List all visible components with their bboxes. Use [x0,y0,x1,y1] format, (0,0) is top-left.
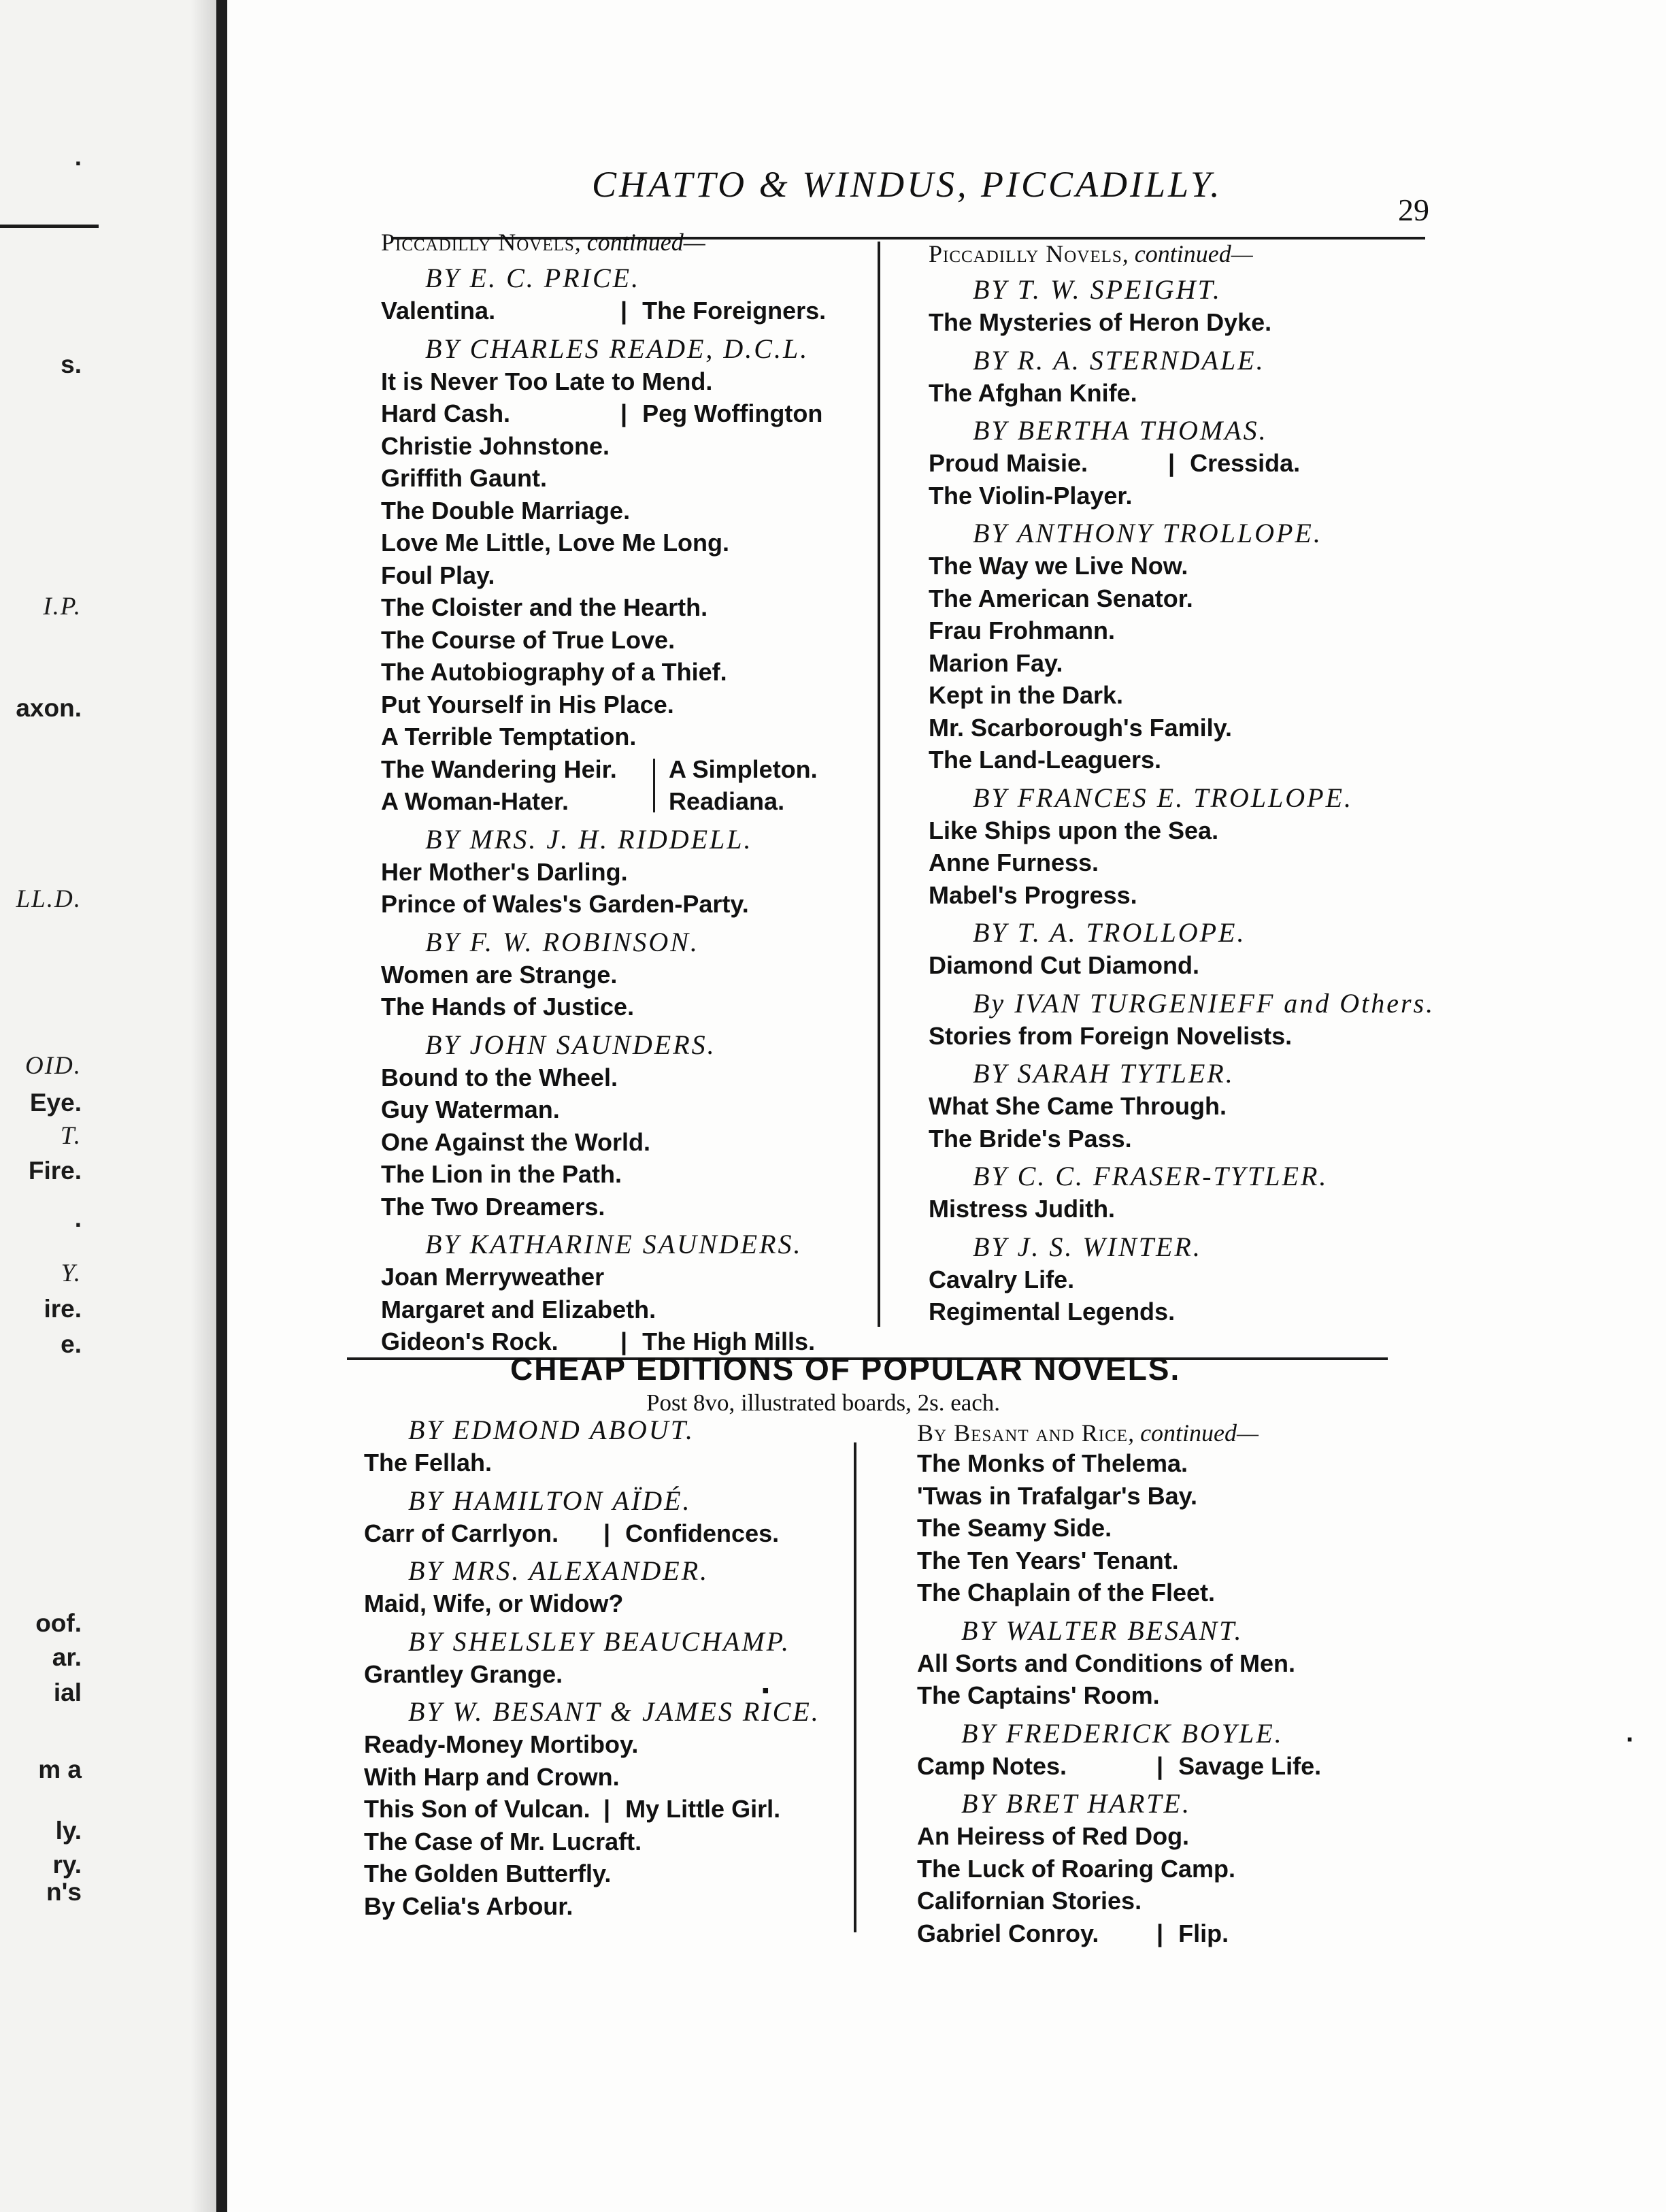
continued-label: , continued— [1128,1419,1259,1447]
book-title: Californian Stories. [917,1887,1142,1915]
facing-page-fragment: T. [60,1122,82,1150]
book-title: Regimental Legends. [929,1298,1176,1325]
cheap-editions-heading: CHEAP EDITIONS OF POPULAR NOVELS. [510,1351,1181,1387]
title-separator: | [603,1519,611,1547]
facing-page-fragment: OID. [24,1052,82,1080]
facing-page-fragment: LL.D. [16,885,82,913]
page-number: 29 [1398,193,1429,227]
book-title: Anne Furness. [929,848,1099,876]
book-title: Diamond Cut Diamond. [929,951,1199,979]
book-title: The Double Marriage. [381,496,631,525]
book-title: The American Senator. [929,584,1193,612]
author-heading: BY W. BESANT & JAMES RICE. [408,1696,820,1727]
book-title: The Cloister and the Hearth. [381,593,708,621]
book-title: Women are Strange. [381,960,618,989]
author-group [908,1231,1425,1328]
book-title: The Bride's Pass. [929,1124,1132,1153]
title-separator: | [620,1327,628,1355]
book-title: Carr of Carrlyon. [364,1519,559,1547]
book-title: The Golden Butterfly. [364,1860,612,1887]
book-title: The Monks of Thelema. [917,1449,1188,1477]
book-title: Cressida. [1190,449,1301,477]
book-title: Camp Notes. [917,1751,1067,1780]
book-title: Maid, Wife, or Widow? [364,1589,624,1617]
book-title: By Celia's Arbour. [364,1892,573,1920]
author-group [344,1625,861,1691]
piccadilly-novels-right-column [908,240,1435,1328]
book-title: Mr. Scarborough's Family. [929,713,1232,742]
book-spine [216,0,227,2212]
book-title: Gabriel Conroy. [917,1919,1099,1947]
book-title: A Woman-Hater. [381,787,569,815]
book-title: Guy Waterman. [381,1095,560,1123]
book-title: Cavalry Life. [929,1265,1075,1293]
book-title: Proud Maisie. [929,449,1088,477]
author-group [361,1228,871,1358]
facing-page-fragment: ial [53,1679,82,1706]
column-divider-top [878,242,880,1327]
book-title: The Lion in the Path. [381,1160,622,1188]
author-heading: BY CHARLES READE, D.C.L. [425,333,810,364]
title-pair-left [361,753,653,818]
book-title: Griffith Gaunt. [381,464,547,492]
piccadilly-novels-left-column [361,228,871,1358]
title-pair [344,1793,861,1826]
book-title: The Hands of Justice. [381,993,635,1021]
book-title: The Autobiography of a Thief. [381,658,727,686]
book-title: Prince of Wales's Garden-Party. [381,890,749,918]
book-title: The Seamy Side. [917,1514,1112,1542]
author-heading: BY FRANCES E. TROLLOPE. [973,782,1354,813]
series-name: Piccadilly Novels [929,240,1122,267]
facing-page-fragment: I.P. [43,593,82,621]
author-group [908,782,1425,912]
author-heading: BY T. W. SPEIGHT. [973,274,1222,305]
facing-page-fragment: s. [61,350,82,378]
book-title: All Sorts and Conditions of Men. [917,1649,1295,1677]
author-heading: BY SHELSLEY BEAUCHAMP. [408,1625,790,1657]
book-title: The Mysteries of Heron Dyke. [929,308,1272,336]
book-title: This Son of Vulcan. [364,1795,590,1823]
facing-page-fragment: n's [46,1878,82,1906]
book-title: Peg Woffington [642,399,823,427]
title-separator: | [620,399,628,427]
author-heading: BY BERTHA THOMAS. [973,415,1268,446]
book-title: The Foreigners. [642,297,827,325]
facing-page-fragment: . [74,143,82,171]
author-group [361,823,871,921]
author-heading: BY MRS. J. H. RIDDELL. [425,823,753,855]
cheap-editions-subheading: Post 8vo, illustrated boards, 2s. each. [646,1389,1001,1416]
author-heading: BY C. C. FRASER-TYTLER. [973,1161,1329,1191]
book-title: The Luck of Roaring Camp. [917,1854,1236,1883]
facing-page-fragment: m a [38,1755,82,1783]
author-heading: BY BRET HARTE. [961,1788,1191,1819]
title-pair-right [669,753,818,818]
facing-page-fragment: Eye. [29,1089,82,1117]
title-pair [897,1917,1414,1950]
author-group [897,1615,1414,1712]
book-title: An Heiress of Red Dog. [917,1822,1190,1850]
book-title: Readiana. [669,787,785,815]
book-title: The Case of Mr. Lucraft. [364,1827,642,1855]
book-title: The High Mills. [642,1327,816,1355]
facing-page-fragment: ry. [52,1851,82,1879]
title-pair [897,1750,1414,1783]
author-group [908,517,1425,776]
book-title: The Captains' Room. [917,1681,1160,1709]
author-group [344,1555,861,1620]
running-head: CHATTO & WINDUS, PICCADILLY. [592,164,1222,205]
book-title: Kept in the Dark. [929,681,1124,709]
book-title: Valentina. [381,297,496,325]
book-title: The Fellah. [364,1449,493,1476]
cheap-editions-right-column [897,1419,1414,1949]
title-pair [361,397,871,430]
book-title: Foul Play. [381,561,495,589]
book-title: Her Mother's Darling. [381,857,628,886]
continued-heading [897,1419,1414,1447]
facing-page-fragment: Y. [61,1259,82,1287]
author-group [908,274,1425,339]
book-title: Christie Johnstone. [381,431,610,460]
author-heading: BY EDMOND ABOUT. [408,1415,695,1445]
author-heading: BY KATHARINE SAUNDERS. [425,1229,803,1259]
author-heading: BY SARAH TYTLER. [973,1058,1235,1089]
author-heading: BY JOHN SAUNDERS. [425,1029,716,1060]
author-heading: BY FREDERICK BOYLE. [961,1717,1284,1749]
author-group [908,917,1425,982]
facing-page-fragment: e. [61,1330,82,1358]
author-group [908,1160,1425,1225]
book-title: With Harp and Crown. [364,1762,620,1791]
title-separator: | [603,1795,611,1823]
title-pair [344,1517,861,1550]
book-title: The Wandering Heir. [381,755,617,783]
book-title: Mistress Judith. [929,1195,1116,1223]
book-title: Stories from Foreign Novelists. [929,1021,1293,1050]
author-group [908,1057,1425,1155]
book-title: Put Yourself in His Place. [381,690,674,719]
book-title: The Afghan Knife. [929,378,1137,407]
continued-label: , continued— [574,229,705,256]
facing-page-fragment: ly. [55,1817,82,1845]
author-heading: BY ANTHONY TROLLOPE. [973,518,1322,548]
facing-page-fragment: Fire. [28,1157,82,1185]
author-group [361,262,871,327]
book-title: The Violin-Player. [929,481,1133,510]
facing-page-fragment: . [74,1204,82,1232]
book-title: My Little Girl. [625,1795,781,1823]
spine-shadow [190,0,216,2212]
facing-page-fragment: oof. [35,1609,82,1637]
author-heading: BY R. A. STERNDALE. [973,344,1265,376]
series-name: Piccadilly Novels [381,229,575,256]
author-group [361,1029,871,1223]
author-group [361,926,871,1023]
title-pair [361,295,871,327]
book-title: Confidences. [625,1519,780,1547]
author-group [344,1485,861,1550]
book-title: The Way we Live Now. [929,552,1188,580]
author-heading: BY MRS. ALEXANDER. [408,1555,710,1586]
author-group [908,987,1435,1053]
author-group [897,1717,1414,1783]
author-group [897,1447,1414,1609]
author-heading: BY T. A. TROLLOPE. [973,917,1246,948]
book-title: The Chaplain of the Fleet. [917,1579,1216,1606]
author-heading: By IVAN TURGENIEFF and Others. [973,987,1435,1019]
book-title: The Land-Leaguers. [929,746,1162,774]
book-title: Bound to the Wheel. [381,1063,618,1091]
title-separator: | [1168,449,1176,477]
book-title: Marion Fay. [929,648,1063,677]
author-group [897,1787,1414,1949]
cheap-editions-left-column [344,1408,861,1922]
continued-heading [908,240,1425,268]
book-title: The Two Dreamers. [381,1192,605,1221]
book-title: What She Came Through. [929,1092,1227,1120]
author-group [908,414,1425,512]
continued-heading [361,228,871,257]
series-name: By Besant and Rice [917,1419,1129,1447]
ink-mark: ▪ [762,1679,769,1702]
book-title: Mabel's Progress. [929,880,1137,909]
title-separator: | [620,297,628,325]
book-title: Ready-Money Mortiboy. [364,1730,639,1758]
facing-page-fragment: ar. [52,1643,82,1671]
title-pair [908,447,1425,480]
book-title: Gideon's Rock. [381,1327,559,1355]
book-title: Like Ships upon the Sea. [929,816,1219,844]
title-separator: | [1156,1751,1164,1780]
title-pair-divider [653,759,655,812]
title-pair-block [361,753,871,818]
book-title: Joan Merryweather [381,1263,605,1291]
book-title: 'Twas in Trafalgar's Bay. [917,1481,1197,1510]
book-title: Grantley Grange. [364,1660,563,1688]
book-title: Love Me Little, Love Me Long. [381,529,730,557]
facing-page-fragment: axon. [16,694,82,722]
author-heading: BY F. W. ROBINSON. [425,926,699,957]
book-title: The Ten Years' Tenant. [917,1546,1179,1574]
ink-mark: · [1626,1725,1635,1755]
book-title: It is Never Too Late to Mend. [381,367,713,395]
author-heading: BY E. C. PRICE. [425,263,641,293]
book-title: Savage Life. [1178,1751,1322,1780]
author-heading: BY HAMILTON AÏDÉ. [408,1485,692,1516]
author-heading: BY J. S. WINTER. [973,1231,1202,1262]
author-group [344,1414,861,1479]
author-group [344,1696,861,1922]
book-title: A Simpleton. [669,755,818,783]
book-title: Hard Cash. [381,399,511,427]
book-title: Frau Frohmann. [929,616,1116,644]
book-title: Flip. [1178,1919,1229,1947]
author-group [908,344,1425,410]
title-separator: | [1156,1919,1164,1947]
book-title: One Against the World. [381,1127,651,1156]
facing-page-rule [0,225,99,228]
author-heading: BY WALTER BESANT. [961,1615,1244,1646]
continued-label: , continued— [1122,240,1253,267]
facing-page-fragment: ire. [44,1295,82,1323]
book-title: A Terrible Temptation. [381,723,637,750]
author-group [361,333,871,818]
book-title: Margaret and Elizabeth. [381,1295,656,1323]
book-title: The Course of True Love. [381,625,676,654]
